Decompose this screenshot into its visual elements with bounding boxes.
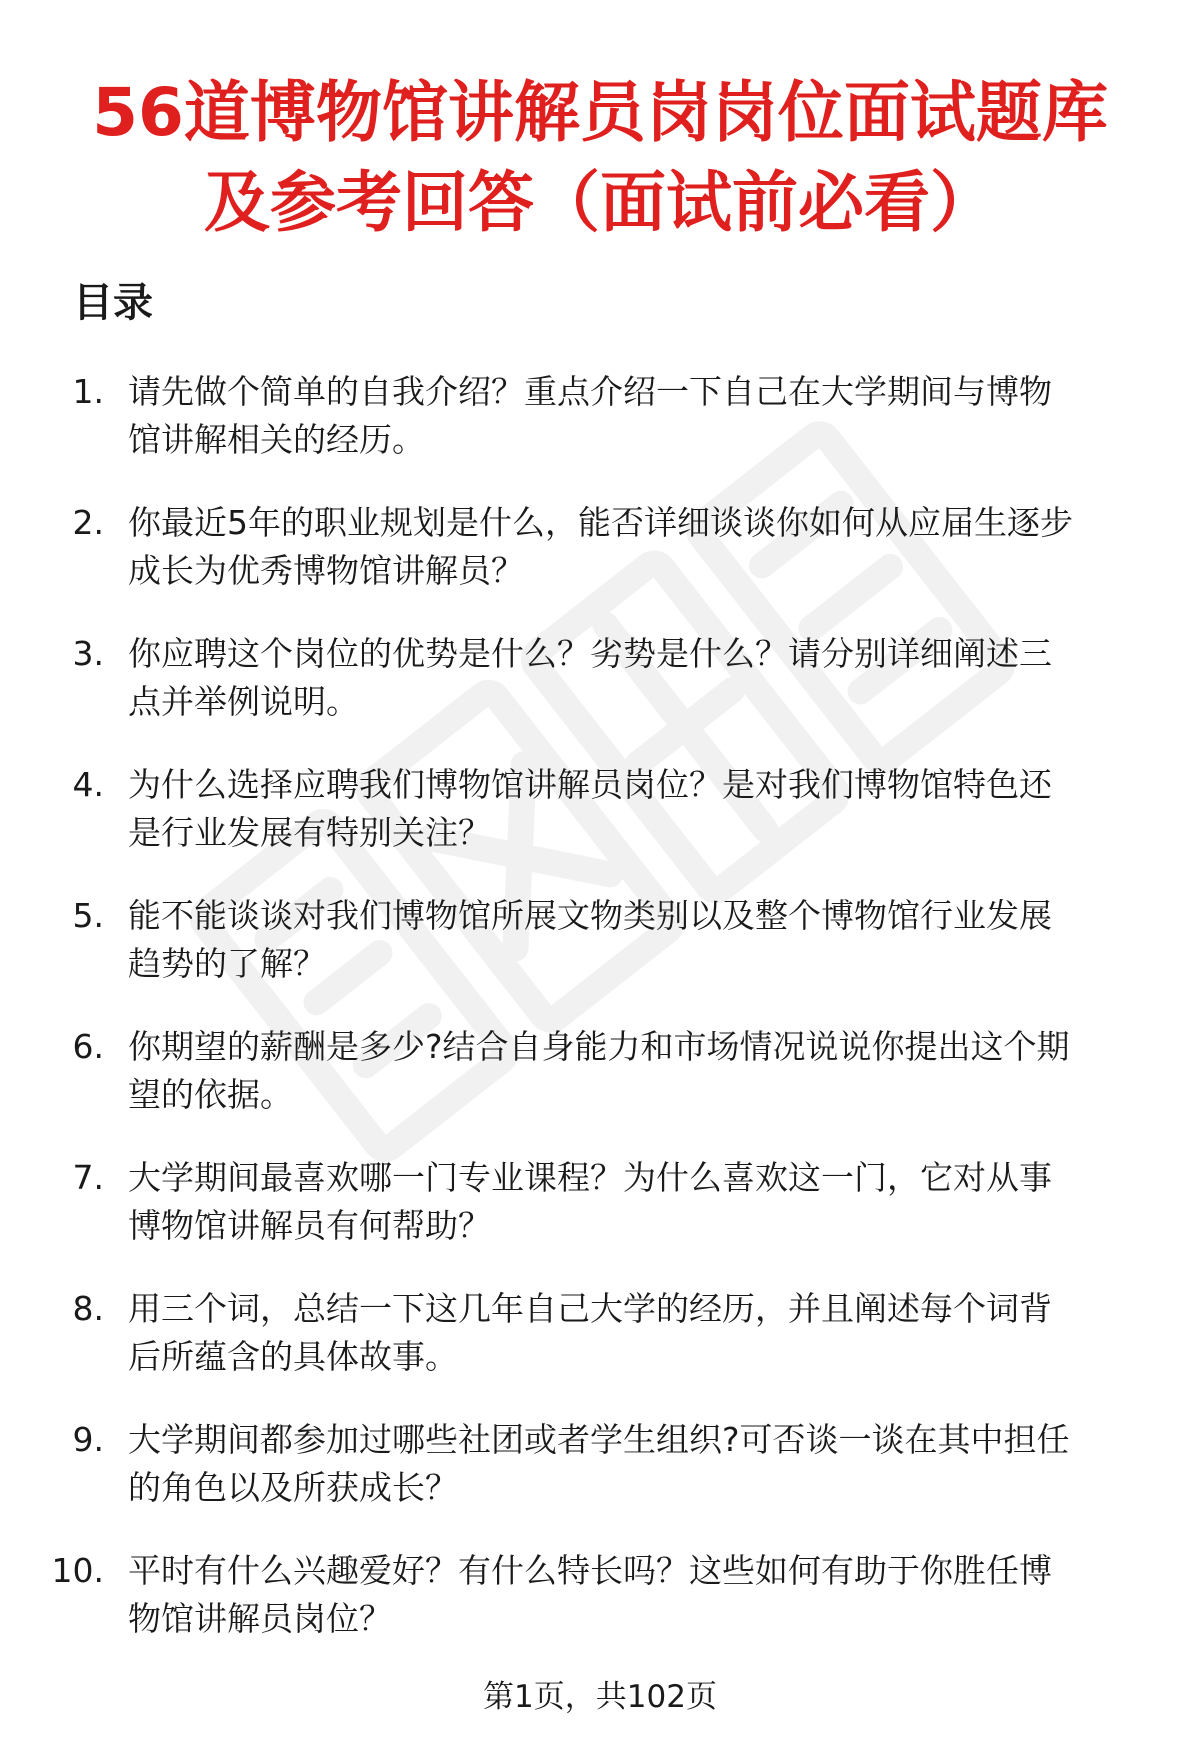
toc-item-number: 1. [72, 372, 104, 411]
toc-item-line-2: 物馆讲解员岗位？ [128, 1599, 392, 1638]
toc-item-line-2: 博物馆讲解员有何帮助？ [128, 1206, 491, 1245]
toc-item-line-1: 你应聘这个岗位的优势是什么？劣势是什么？请分别详细阐述三 [128, 634, 1052, 673]
toc-item-text [128, 761, 1168, 857]
toc-item-line-1: 你最近5年的职业规划是什么，能否详细谈谈你如何从应届生逐步 [128, 503, 1073, 542]
toc-item-line-1: 为什么选择应聘我们博物馆讲解员岗位？是对我们博物馆特色还 [128, 765, 1052, 804]
toc-item-number: 5. [72, 896, 104, 935]
toc-item-line-2: 趋势的了解？ [128, 944, 326, 983]
toc-item-2[interactable] [0, 499, 1200, 609]
toc-item-4[interactable] [0, 761, 1200, 871]
toc-item-line-1: 平时有什么兴趣爱好？有什么特长吗？这些如何有助于你胜任博 [128, 1551, 1052, 1590]
toc-item-text [128, 892, 1168, 988]
toc-item-line-1: 大学期间都参加过哪些社团或者学生组织?可否谈一谈在其中担任 [128, 1420, 1070, 1459]
toc-item-text [128, 368, 1168, 464]
toc-item-7[interactable] [0, 1154, 1200, 1264]
toc-item-line-1: 大学期间最喜欢哪一门专业课程？为什么喜欢这一门，它对从事 [128, 1158, 1052, 1197]
toc-item-line-1: 请先做个简单的自我介绍？重点介绍一下自己在大学期间与博物 [128, 372, 1052, 411]
toc-item-line-2: 后所蕴含的具体故事。 [128, 1337, 458, 1376]
toc-item-6[interactable] [0, 1023, 1200, 1133]
toc-heading: 目录 [73, 280, 153, 326]
toc-item-line-1: 能不能谈谈对我们博物馆所展文物类别以及整个博物馆行业发展 [128, 896, 1052, 935]
toc-item-text [128, 1416, 1168, 1512]
toc-item-text [128, 1285, 1168, 1381]
toc-item-line-1: 用三个词，总结一下这几年自己大学的经历，并且阐述每个词背 [128, 1289, 1052, 1328]
toc-item-number: 2. [72, 503, 104, 542]
toc-item-line-2: 的角色以及所获成长？ [128, 1468, 458, 1507]
title-line-2: 及参考回答（面试前必看） [204, 164, 996, 241]
toc-item-line-1: 你期望的薪酬是多少?结合自身能力和市场情况说说你提出这个期 [128, 1027, 1070, 1066]
toc-item-text [128, 630, 1168, 726]
toc-item-number: 10. [51, 1551, 104, 1590]
toc-item-line-2: 馆讲解相关的经历。 [128, 420, 425, 459]
toc-item-1[interactable] [0, 368, 1200, 478]
toc-item-8[interactable] [0, 1285, 1200, 1395]
toc-item-line-2: 望的依据。 [128, 1075, 293, 1114]
toc-item-number: 8. [72, 1289, 104, 1328]
toc-item-text [128, 1023, 1168, 1119]
document-title [0, 68, 1200, 248]
toc-item-text [128, 1154, 1168, 1250]
toc-item-number: 3. [72, 634, 104, 673]
toc-item-line-2: 是行业发展有特别关注？ [128, 813, 491, 852]
page-number-footer: 第1页，共102页 [483, 1679, 717, 1715]
toc-item-3[interactable] [0, 630, 1200, 740]
title-line-1: 56道博物馆讲解员岗岗位面试题库 [92, 74, 1108, 151]
toc-item-text [128, 1547, 1168, 1643]
toc-item-5[interactable] [0, 892, 1200, 1002]
toc-item-line-2: 成长为优秀博物馆讲解员？ [128, 551, 524, 590]
toc-item-9[interactable] [0, 1416, 1200, 1526]
toc-item-10[interactable] [0, 1547, 1200, 1657]
toc-item-number: 6. [72, 1027, 104, 1066]
toc-item-text [128, 499, 1168, 595]
toc-item-number: 4. [72, 765, 104, 804]
toc-item-line-2: 点并举例说明。 [128, 682, 359, 721]
toc-item-number: 9. [72, 1420, 104, 1459]
toc-item-number: 7. [72, 1158, 104, 1197]
